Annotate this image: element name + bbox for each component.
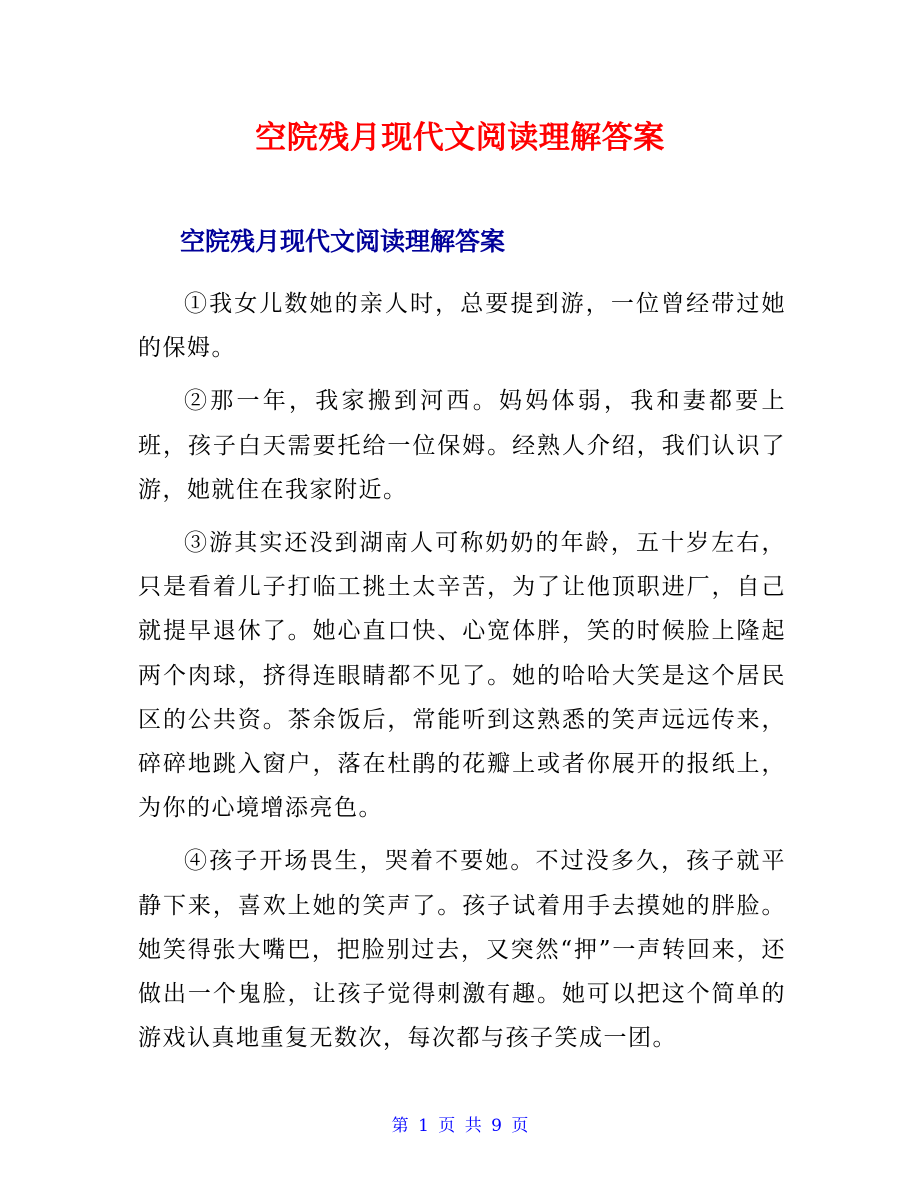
paragraph-4: ④孩子开场畏生，哭着不要她。不过没多久，孩子就平静下来，喜欢上她的笑声了。孩子试着用手去摸她的胖脸。她笑得张大嘴巴，把脸别过去，又突然“押”一声转回来，还做出一个鬼脸，让孩子觉得刺激有趣。她可以把这个简单的游戏认真地重复无数次，每次都与孩子笑成一团。 (138, 848, 786, 1052)
document-title: 空院残月现代文阅读理解答案 (255, 120, 665, 156)
paragraph-1: ①我女儿数她的亲人时，总要提到游，一位曾经带过她的保姆。 (138, 291, 786, 362)
page-footer: 第 1 页 共 9 页 (391, 1116, 529, 1136)
article-body (138, 282, 786, 1069)
section-heading: 空院残月现代文阅读理解答案 (180, 227, 506, 256)
paragraph-2: ②那一年，我家搬到河西。妈妈体弱，我和妻都要上班，孩子白天需要托给一位保姆。经熟人介绍，我们认识了游，她就住在我家附近。 (138, 388, 786, 503)
paragraph-3: ③游其实还没到湖南人可称奶奶的年龄，五十岁左右，只是看着儿子打临工挑土太辛苦，为了让他顶职进厂，自己就提早退休了。她心直口快、心宽体胖，笑的时候脸上隆起两个肉球，挤得连眼睛都不见了。她的哈哈大笑是这个居民区的公共资。茶余饭后，常能听到这熟悉的笑声远远传来，碎碎地跳入窗户，落在杜鹃的花瓣上或者你展开的报纸上，为你的心境增添亮色。 (138, 530, 786, 822)
